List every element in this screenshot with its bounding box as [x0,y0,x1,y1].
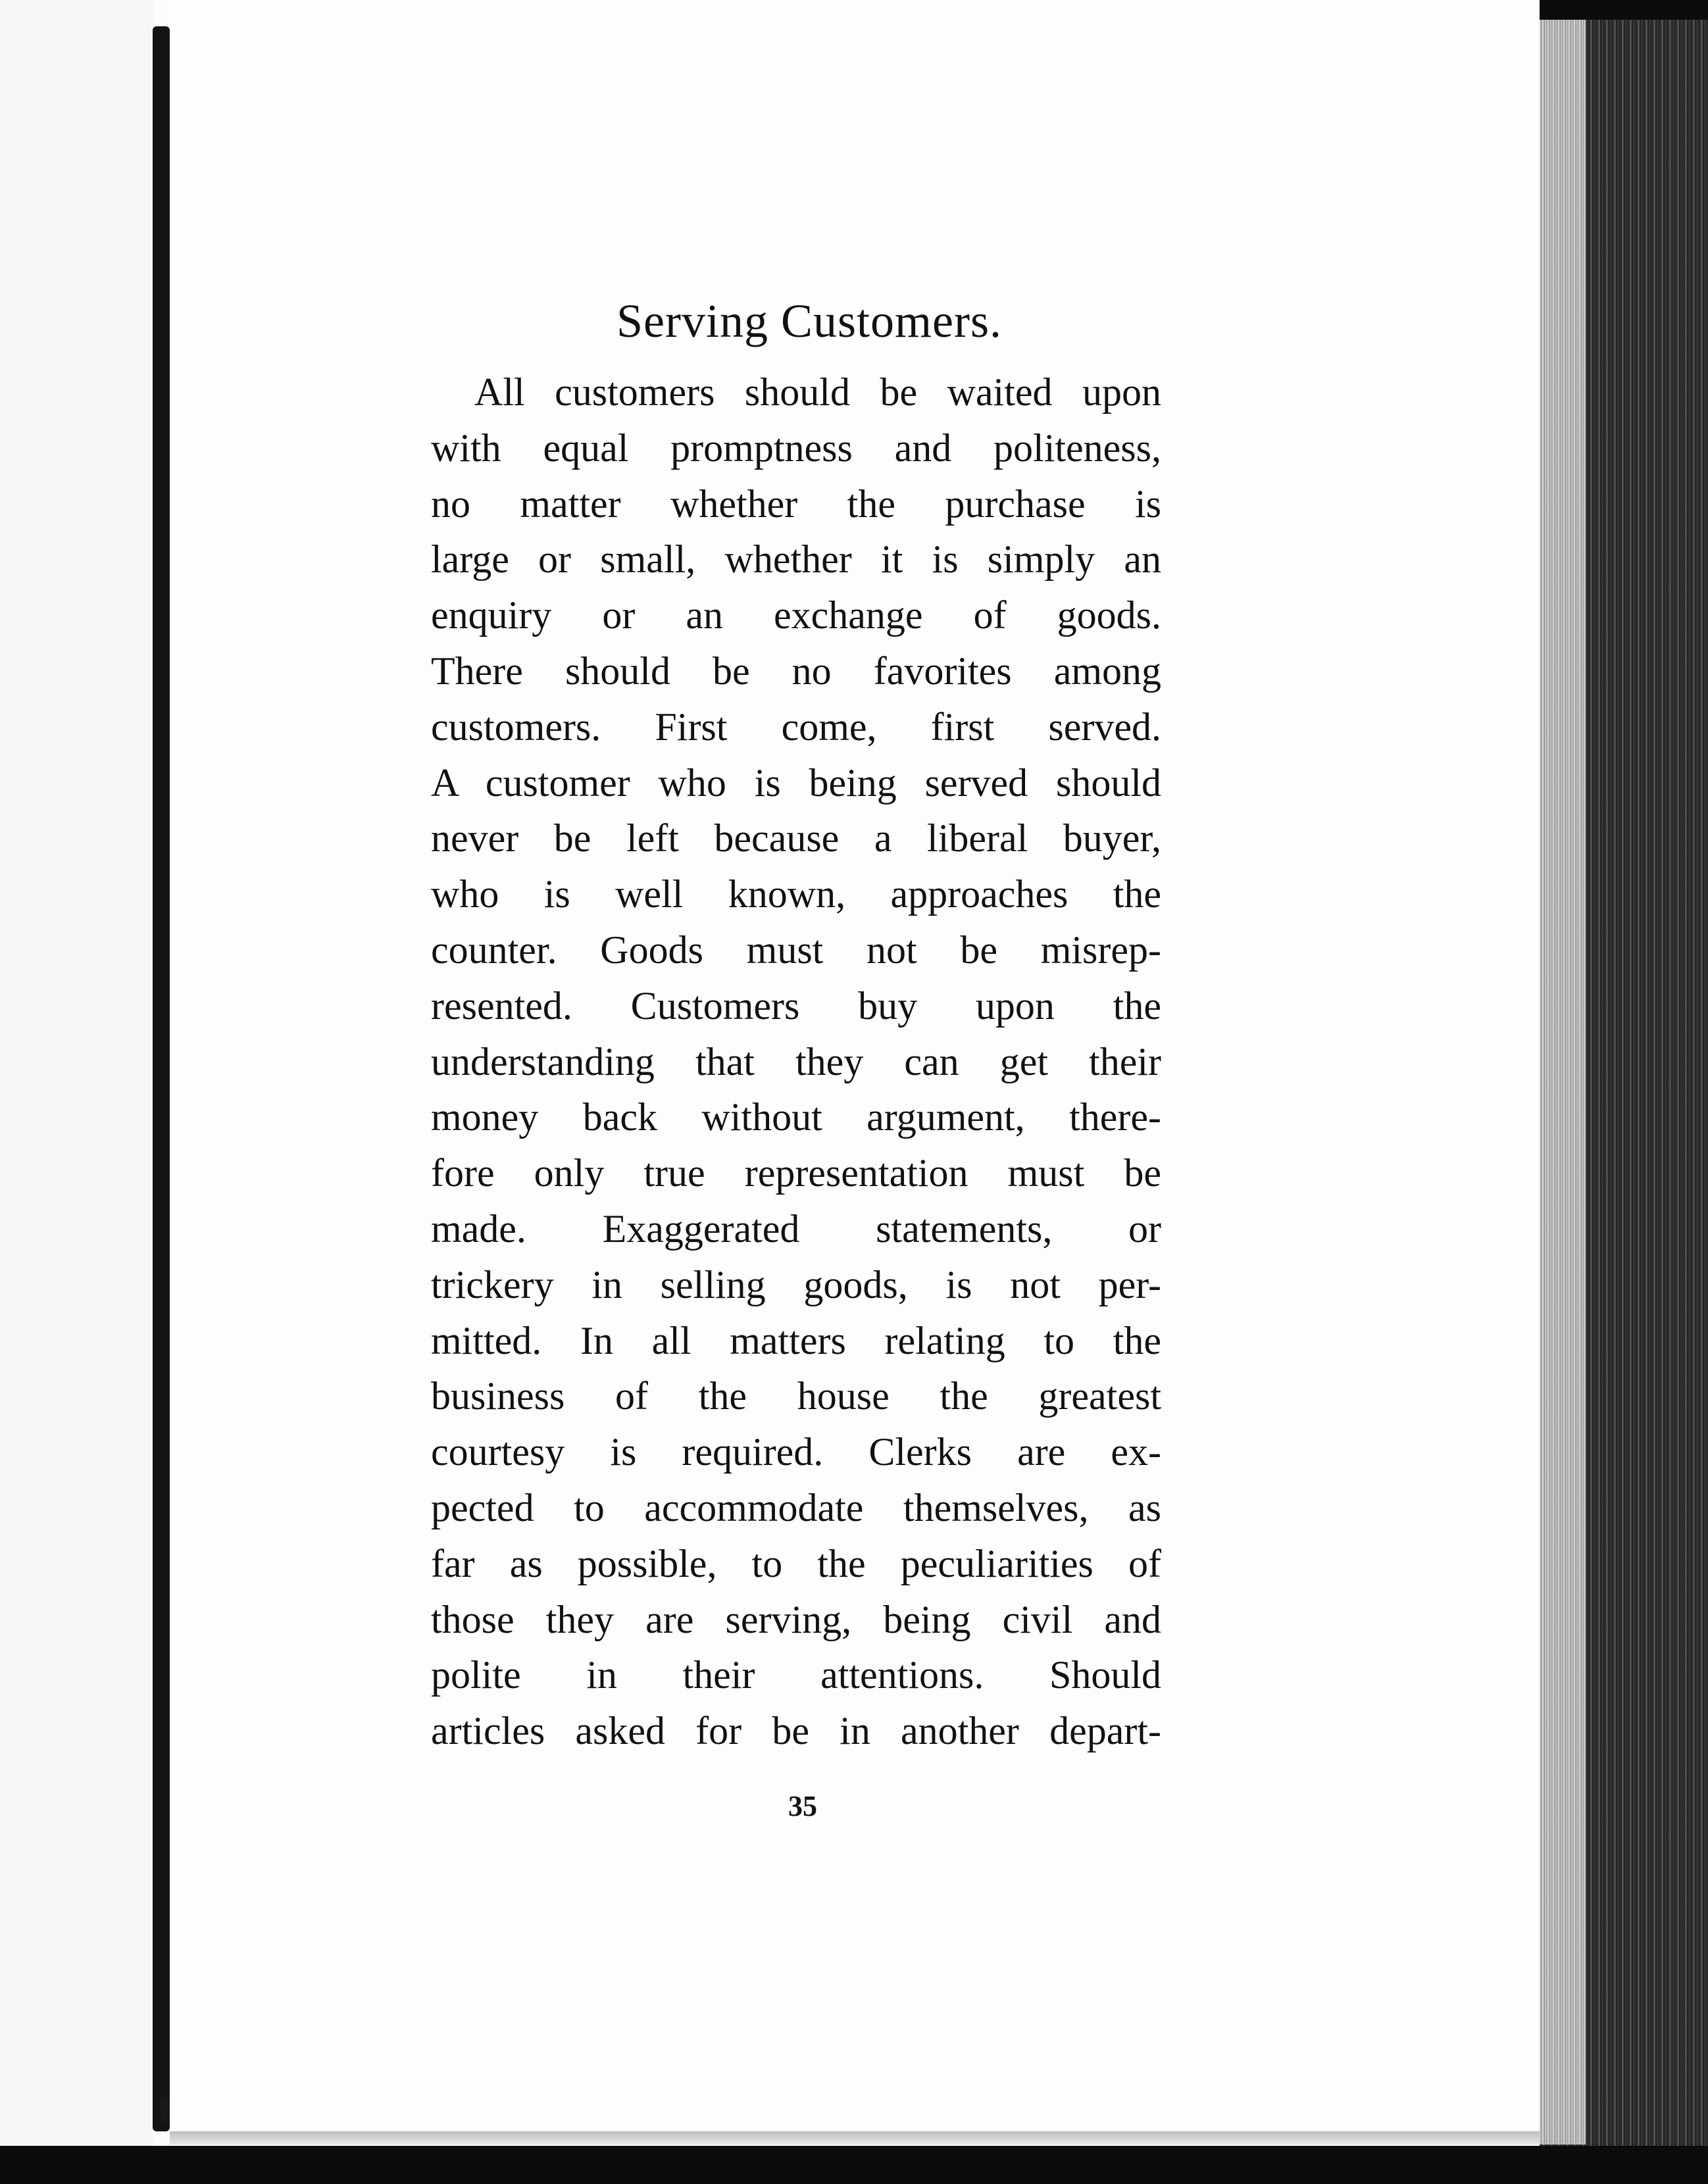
top-scan-border [1540,0,1708,20]
text-line: made. Exaggerated statements, or [431,1206,1161,1251]
text-line: counter. Goods must not be misrep- [431,928,1161,972]
text-line: There should be no favorites among [431,649,1161,693]
text-line: far as possible, to the peculiarities of [431,1541,1161,1585]
text-line: money back without argument, there- [431,1095,1161,1139]
text-line: those they are serving, being civil and [431,1597,1161,1641]
text-line: business of the house the greatest [431,1374,1161,1418]
left-facing-page [0,0,153,2184]
book-spine-shadow [153,26,170,2131]
page-bottom-edge [170,2131,1591,2145]
text-line: no matter whether the purchase is [431,482,1161,526]
text-line: who is well known, approaches the [431,872,1161,916]
text-line: articles asked for be in another depart- [431,1709,1161,1753]
text-line: polite in their attentions. Should [431,1653,1161,1697]
page-title: Serving Customers. [616,295,1002,347]
page-number: 35 [788,1790,817,1822]
text-line: A customer who is being served should [431,760,1161,805]
bottom-scan-border [0,2146,1708,2184]
text-line: large or small, whether it is simply an [431,537,1161,582]
text-line: resented. Customers buy upon the [431,983,1161,1028]
text-line: pected to accommodate themselves, as [431,1485,1161,1529]
text-line: never be left because a liberal buyer, [431,816,1161,860]
text-line: understanding that they can get their [431,1039,1161,1083]
text-line: trickery in selling goods, is not per- [431,1262,1161,1306]
text-block [431,289,1161,1759]
page-stack-edge [1540,0,1586,2145]
text-line: enquiry or an exchange of goods. [431,593,1161,637]
text-line: mitted. In all matters relating to the [431,1318,1161,1362]
text-line: with equal promptness and politeness, [431,426,1161,470]
text-line: courtesy is required. Clerks are ex- [431,1430,1161,1474]
text-line: All customers should be waited upon [474,370,1161,414]
text-line: customers. First come, first served. [431,705,1161,749]
text-line: fore only true representation must be [431,1151,1161,1195]
